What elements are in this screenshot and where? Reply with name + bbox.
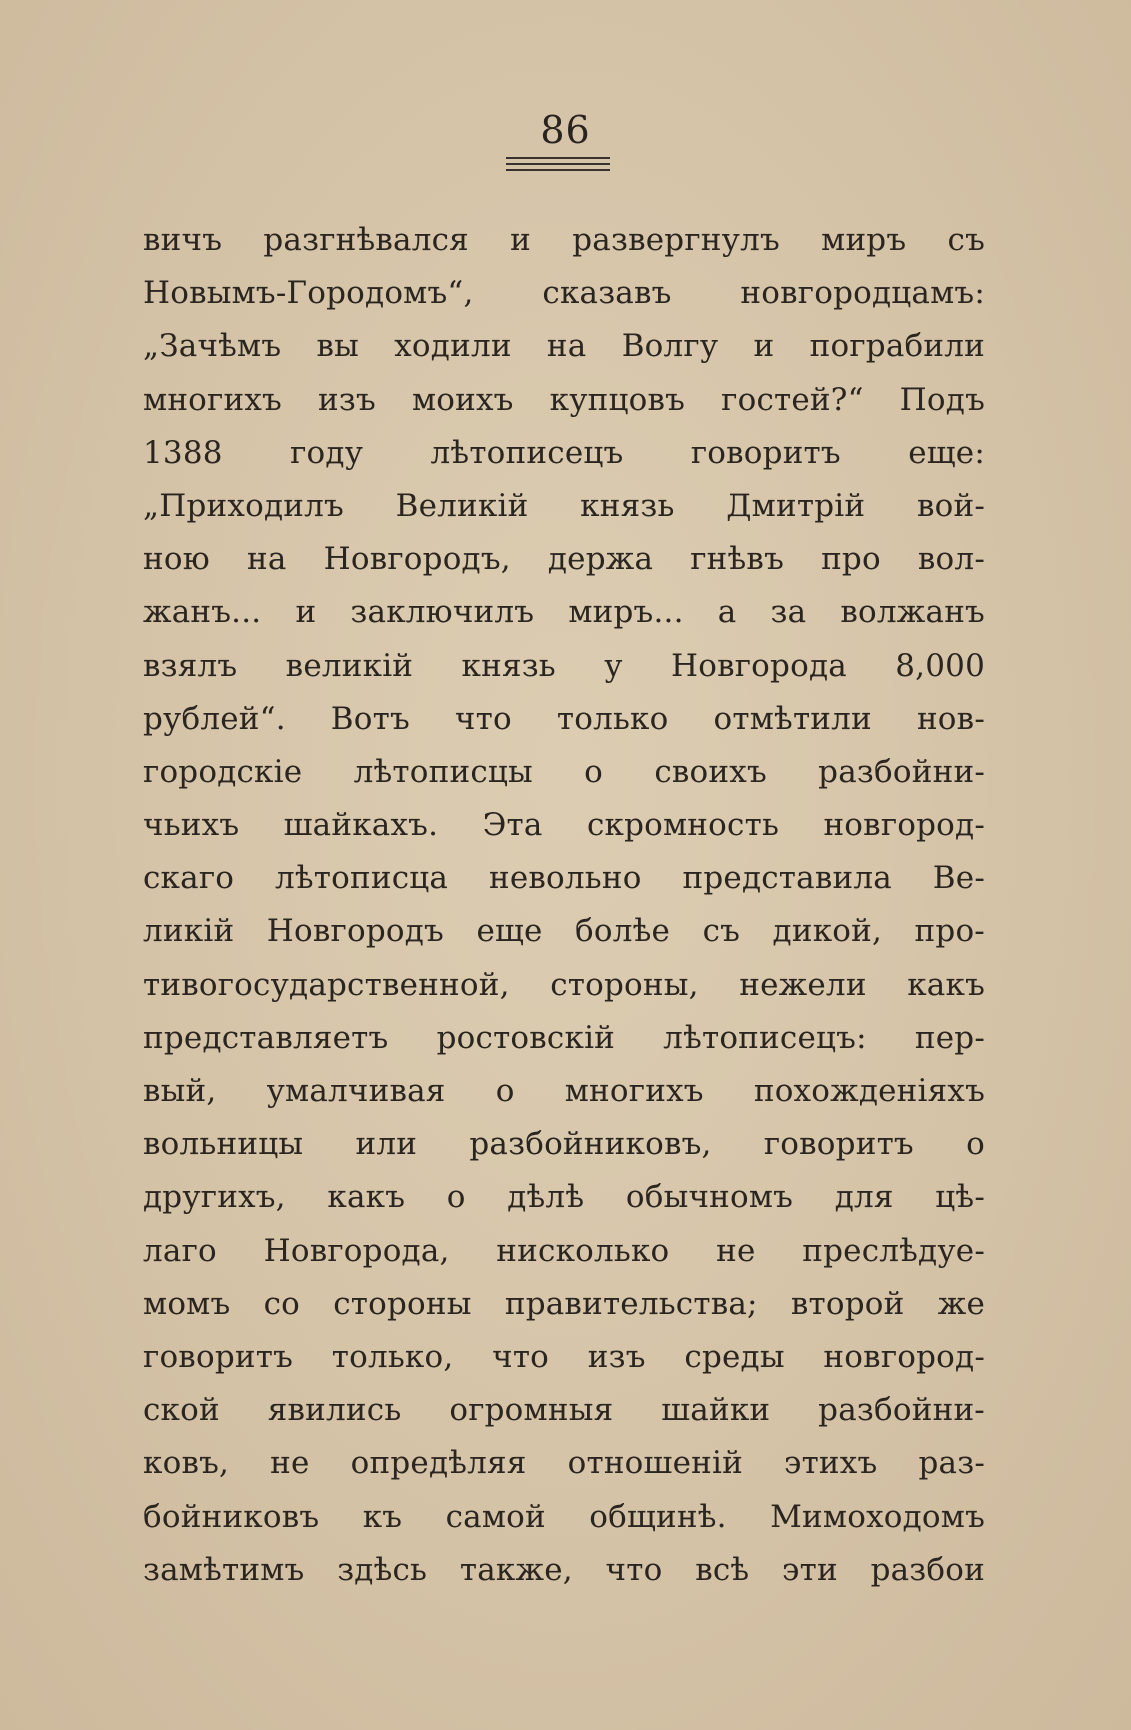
text-line: говоритъ только, что изъ среды новгород- xyxy=(143,1338,985,1375)
text-line: вольницы или разбойниковъ, говоритъ о xyxy=(143,1126,985,1163)
text-line: другихъ, какъ о дѣлѣ обычномъ для цѣ- xyxy=(143,1179,985,1216)
text-line: „Зачѣмъ вы ходили на Волгу и пограбили xyxy=(143,328,985,365)
text-line: ною на Новгородъ, держа гнѣвъ про вол- xyxy=(143,541,985,578)
text-line: многихъ изъ моихъ купцовъ гостей?“ Подъ xyxy=(143,381,985,418)
text-line: ковъ, не опредѣляя отношеній этихъ раз- xyxy=(143,1445,985,1482)
text-line: 1388 году лѣтописецъ говоритъ еще: xyxy=(143,434,985,471)
header-rule xyxy=(506,169,610,171)
text-line: рублей“. Вотъ что только отмѣтили нов- xyxy=(143,700,985,737)
text-line: лаго Новгорода, нисколько не преслѣдуе- xyxy=(143,1232,985,1269)
text-line: жанъ... и заключилъ миръ... а за волжанъ xyxy=(143,594,985,631)
text-line: момъ со стороны правительства; второй же xyxy=(143,1285,985,1322)
text-line: чьихъ шайкахъ. Эта скромность новгород- xyxy=(143,807,985,844)
text-line: скаго лѣтописца невольно представила Ве- xyxy=(143,860,985,897)
text-line: тивогосударственной, стороны, нежели какъ xyxy=(143,966,985,1003)
text-line: ликій Новгородъ еще болѣе съ дикой, про- xyxy=(143,913,985,950)
text-line: представляетъ ростовскій лѣтописецъ: пер- xyxy=(143,1019,985,1056)
header-rule xyxy=(506,157,610,159)
text-line: ской явились огромныя шайки разбойни- xyxy=(143,1392,985,1429)
text-line: „Приходилъ Великій князь Дмитрій вой- xyxy=(143,487,985,524)
text-line: взялъ великій князь у Новгорода 8,000 xyxy=(143,647,985,684)
text-line: замѣтимъ здѣсь также, что всѣ эти разбои xyxy=(143,1551,985,1588)
text-line: Новымъ-Городомъ“, сказавъ новгородцамъ: xyxy=(143,275,985,312)
header-rule xyxy=(506,163,610,165)
text-line: бойниковъ къ самой общинѣ. Мимоходомъ xyxy=(143,1498,985,1535)
text-line: городскіе лѣтописцы о своихъ разбойни- xyxy=(143,753,985,790)
text-line: вый, умалчивая о многихъ похожденіяхъ xyxy=(143,1073,985,1109)
page-number: 86 xyxy=(540,108,591,152)
body-text xyxy=(143,214,985,1597)
text-line: вичъ разгнѣвался и развергнулъ миръ съ xyxy=(143,222,985,258)
